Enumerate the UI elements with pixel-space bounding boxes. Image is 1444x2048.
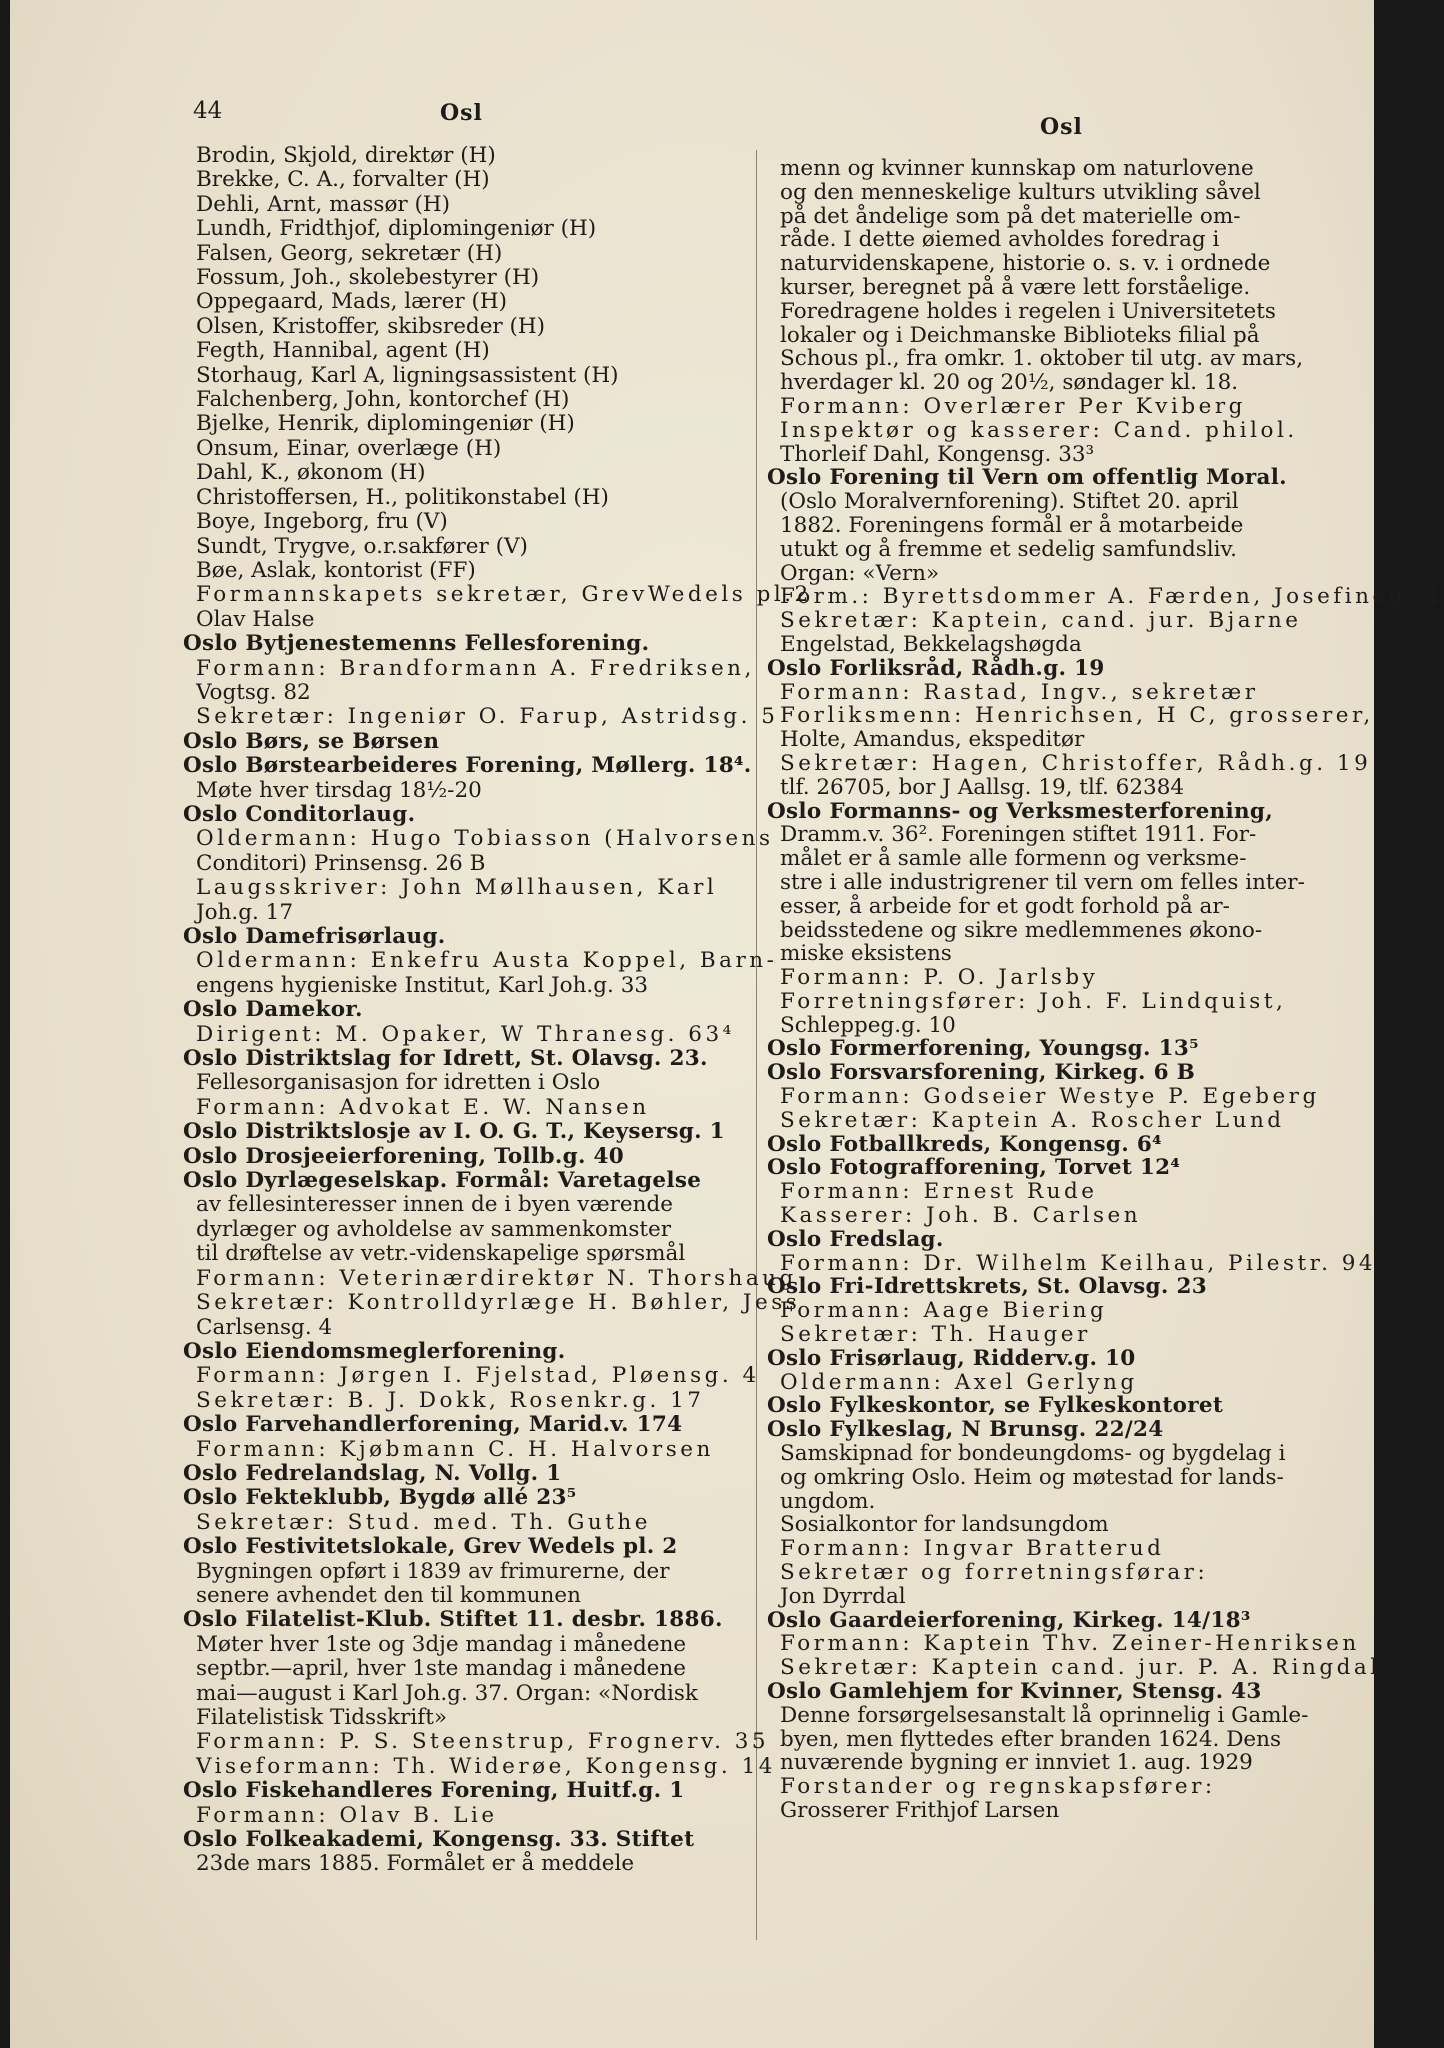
entry-line: Oldermann: Enkefru Austa Koppel, Barn-	[196, 948, 778, 974]
entry-line: byen, men flyttedes efter branden 1624. Dens	[780, 1726, 1282, 1752]
entry-line: Sekretær: Kaptein A. Roscher Lund	[780, 1107, 1285, 1133]
entry-heading: Oslo Fiskehandleres Forening, Huitf.g. 1	[183, 1778, 685, 1804]
entry-line: Formann: Dr. Wilhelm Keilhau, Pilestr. 94	[780, 1250, 1377, 1276]
entry-heading: Oslo Farvehandlerforening, Marid.v. 174	[183, 1412, 683, 1438]
entry-line: Falsen, Georg, sekretær (H)	[196, 240, 503, 266]
entry-line: Sekretær: Kaptein cand. jur. P. A. Ringdal	[780, 1655, 1381, 1681]
entry-line: Fossum, Joh., skolebestyrer (H)	[196, 265, 540, 291]
left-column	[170, 143, 812, 1877]
entry-line: Engelstad, Bekkelagshøgda	[780, 631, 1082, 657]
entry-heading: Oslo Formerforening, Youngsg. 13⁵	[767, 1036, 1199, 1062]
entry-line: Schous pl., fra omkr. 1. oktober til utg. av mars,	[780, 346, 1304, 372]
directory-page	[10, 0, 1444, 2048]
entry-line: stre i alle industrigrener til vern om felles inter-	[780, 869, 1305, 895]
entry-line: Filatelistisk Tidsskrift»	[196, 1705, 448, 1730]
entry-line: på det åndelige som på det materielle om-	[780, 203, 1241, 229]
entry-line: Thorleif Dahl, Kongensg. 33³	[780, 441, 1095, 467]
entry-line: Joh.g. 17	[196, 899, 294, 925]
entry-line: Formann: Aage Biering	[780, 1298, 1108, 1324]
entry-line: Carlsensg. 4	[196, 1314, 333, 1340]
entry-line: til drøftelse av vetr.-videnskapelige spørsmål	[196, 1241, 686, 1267]
entry-line: Boye, Ingeborg, fru (V)	[196, 509, 448, 535]
entry-line: hverdager kl. 20 og 20½, søndager kl. 18.	[780, 370, 1239, 396]
entry-line: Sekretær og forretningsførar:	[780, 1560, 1209, 1586]
entry-line: Formann: Advokat E. W. Nansen	[196, 1094, 650, 1120]
entry-line: Inspektør og kasserer: Cand. philol.	[780, 417, 1298, 443]
entry-line: målet er å samle alle formenn og verksme-	[780, 846, 1247, 872]
entry-line: Forretningsfører: Joh. F. Lindquist,	[780, 988, 1287, 1014]
entry-line: Formann: P. S. Steenstrup, Frognerv. 35	[196, 1729, 770, 1755]
entry-line: Viseformann: Th. Widerøe, Kongensg. 14	[196, 1753, 776, 1779]
entry-heading: Oslo Filatelist-Klub. Stiftet 11. desbr. 1886.	[183, 1607, 723, 1633]
entry-heading: Oslo Børstearbeideres Forening, Møllerg. 18⁴.	[183, 753, 752, 779]
entry-line: Oldermann: Axel Gerlyng	[780, 1369, 1138, 1395]
entry-line: Vogtsg. 82	[196, 679, 311, 705]
entry-line: Sekretær: Hagen, Christoffer, Rådh.g. 19	[780, 750, 1372, 776]
entry-line: Jon Dyrrdal	[780, 1583, 906, 1609]
entry-heading: Oslo Fredslag.	[767, 1226, 944, 1252]
entry-line: Sekretær: Ingeniør O. Farup, Astridsg. 5	[196, 704, 779, 730]
entry-line: Form.: Byrettsdommer A. Færden, Josefineg. 1	[780, 584, 1444, 610]
entry-heading: Oslo Fylkeslag, N Brunsg. 22/24	[767, 1417, 1164, 1443]
entry-line: utukt og å fremme et sedelig samfundsliv.	[780, 536, 1237, 562]
running-head-left: Osl	[440, 100, 483, 126]
entry-heading: Oslo Folkeakademi, Kongensg. 33. Stiftet	[183, 1827, 695, 1853]
entry-line: dyrlæger og avholdelse av sammenkomster	[196, 1216, 672, 1242]
entry-line: råde. I dette øiemed avholdes foredrag i	[780, 227, 1220, 253]
entry-line: Forliksmenn: Henrichsen, H C, grosserer,	[780, 703, 1374, 729]
entry-heading: Oslo Børs, se Børsen	[183, 728, 440, 754]
entry-line: Olav Halse	[196, 606, 315, 632]
entry-line: Formann: Rastad, Ingv., sekretær	[780, 679, 1259, 705]
entry-line: av fellesinteresser innen de i byen værende	[196, 1192, 673, 1218]
entry-line: Dahl, K., økonom (H)	[196, 460, 426, 486]
entry-heading: Oslo Bytjenestemenns Fellesforening.	[183, 631, 650, 657]
entry-line: esser, å arbeide for et godt forhold på ar-	[780, 893, 1230, 919]
entry-heading: Oslo Gaardeierforening, Kirkeg. 14/18³	[767, 1607, 1251, 1633]
page-number: 44	[193, 98, 223, 124]
entry-line: Storhaug, Karl A, ligningsassistent (H)	[196, 362, 619, 388]
entry-line: Formannskapets sekretær, GrevWedels pl.2	[196, 582, 812, 608]
entry-line: Sekretær: Kaptein, cand. jur. Bjarne	[780, 608, 1302, 634]
entry-heading: Oslo Dyrlægeselskap. Formål: Varetagelse	[183, 1168, 702, 1194]
entry-line: ungdom.	[780, 1488, 876, 1514]
entry-line: Brodin, Skjold, direktør (H)	[196, 143, 496, 168]
entry-heading: Oslo Conditorlaug.	[183, 801, 416, 827]
entry-heading: Oslo Fedrelandslag, N. Vollg. 1	[183, 1460, 562, 1486]
entry-line: Sundt, Trygve, o.r.sakfører (V)	[196, 533, 528, 559]
running-head-right: Osl	[1040, 114, 1083, 140]
entry-line: 1882. Foreningens formål er å motarbeide	[780, 512, 1244, 538]
entry-line: Formann: Kaptein Thv. Zeiner-Henriksen	[780, 1631, 1360, 1657]
entry-heading: Oslo Fekteklubb, Bygdø allé 23⁵	[183, 1485, 577, 1511]
entry-line: mai—august i Karl Joh.g. 37. Organ: «Nordisk	[196, 1680, 698, 1706]
entry-line: Brekke, C. A., forvalter (H)	[196, 167, 490, 193]
entry-line: Sekretær: B. J. Dokk, Rosenkr.g. 17	[196, 1387, 705, 1413]
entry-heading: Oslo Formanns- og Verksmesterforening,	[767, 798, 1274, 824]
entry-line: og omkring Oslo. Heim og møtestad for lands-	[780, 1464, 1284, 1490]
entry-line: og den menneskelige kulturs utvikling såvel	[780, 179, 1261, 205]
page-header	[10, 98, 1374, 138]
entry-line: septbr.—april, hver 1ste mandag i månedene	[196, 1656, 686, 1682]
entry-line: lokaler og i Deichmanske Biblioteks filial på	[780, 322, 1260, 348]
entry-heading: Oslo Damefrisørlaug.	[183, 924, 446, 949]
entry-line: Sekretær: Stud. med. Th. Guthe	[196, 1509, 651, 1535]
entry-line: Conditori) Prinsensg. 26 B	[196, 850, 486, 876]
entry-heading: Oslo Festivitetslokale, Grev Wedels pl. 2	[183, 1534, 678, 1560]
entry-line: Oldermann: Hugo Tobiasson (Halvorsens	[196, 826, 774, 852]
entry-line: engens hygieniske Institut, Karl Joh.g. 33	[196, 972, 649, 998]
entry-line: Møte hver tirsdag 18½-20	[196, 777, 482, 803]
entry-line: Organ: «Vern»	[780, 560, 940, 586]
entry-line: Kasserer: Joh. B. Carlsen	[780, 1203, 1142, 1229]
entry-line: menn og kvinner kunnskap om naturlovene	[780, 156, 1254, 181]
right-column	[754, 156, 1444, 1823]
entry-heading: Oslo Fotografforening, Torvet 12⁴	[767, 1155, 1181, 1181]
entry-line: Sekretær: Kontrolldyrlæge H. Bøhler, Jess	[196, 1290, 801, 1316]
entry-heading: Oslo Eiendomsmeglerforening.	[183, 1338, 566, 1364]
entry-line: Fegth, Hannibal, agent (H)	[196, 338, 490, 364]
entry-line: Onsum, Einar, overlæge (H)	[196, 435, 502, 461]
entry-line: nuværende bygning er innviet 1. aug. 1929	[780, 1750, 1253, 1776]
entry-heading: Oslo Distriktslosje av I. O. G. T., Keysersg. 1	[183, 1119, 725, 1145]
entry-line: Sosialkontor for landsungdom	[780, 1512, 1109, 1538]
entry-line: Christoffersen, H., politikonstabel (H)	[196, 484, 609, 510]
entry-line: beidsstedene og sikre medlemmenes økono-	[780, 917, 1263, 943]
entry-line: miske eksistens	[780, 941, 952, 967]
entry-line: Holte, Amandus, ekspeditør	[780, 727, 1085, 753]
entry-line: Lundh, Fridthjof, diplomingeniør (H)	[196, 216, 597, 242]
entry-line: Dirigent: M. Opaker, W Thranesg. 63⁴	[196, 1021, 735, 1047]
entry-line: Formann: Olav B. Lie	[196, 1802, 498, 1828]
entry-line: Samskipnad for bondeungdoms- og bygdelag i	[780, 1441, 1286, 1467]
entry-line: Fellesorganisasjon for idretten i Oslo	[196, 1070, 601, 1096]
entry-line: Dehli, Arnt, massør (H)	[196, 191, 451, 217]
entry-line: Foredragene holdes i regelen i Universitetets	[780, 298, 1276, 324]
entry-line: senere avhendet den til kommunen	[196, 1582, 581, 1608]
entry-line: Grosserer Frithjof Larsen	[780, 1797, 1060, 1823]
entry-line: 23de mars 1885. Formålet er å meddele	[196, 1851, 635, 1877]
entry-line: Formann: Godseier Westye P. Egeberg	[780, 1084, 1320, 1110]
entry-heading: Oslo Distriktslag for Idrett, St. Olavsg. 23.	[183, 1046, 708, 1072]
entry-heading: Oslo Forliksråd, Rådh.g. 19	[767, 655, 1105, 681]
entry-line: Møter hver 1ste og 3dje mandag i månedene	[196, 1631, 687, 1657]
entry-line: Formann: Overlærer Per Kviberg	[780, 393, 1246, 419]
entry-line: Bjelke, Henrik, diplomingeniør (H)	[196, 411, 575, 437]
entry-line: kurser, beregnet på å være lett forståelige.	[780, 274, 1251, 300]
entry-line: Olsen, Kristoffer, skibsreder (H)	[196, 313, 546, 339]
entry-heading: Oslo Fotballkreds, Kongensg. 6⁴	[767, 1131, 1162, 1157]
entry-line: Formann: Ernest Rude	[780, 1179, 1098, 1205]
entry-line: Formann: Ingvar Bratterud	[780, 1536, 1165, 1562]
entry-line: Bygningen opført i 1839 av frimurerne, der	[196, 1558, 670, 1584]
entry-heading: Oslo Fylkeskontor, se Fylkeskontoret	[767, 1393, 1224, 1419]
entry-line: Forstander og regnskapsfører:	[780, 1774, 1216, 1800]
entry-heading: Oslo Gamlehjem for Kvinner, Stensg. 43	[767, 1679, 1262, 1704]
entry-line: Schleppeg.g. 10	[780, 1012, 956, 1038]
entry-line: Formann: Kjøbmann C. H. Halvorsen	[196, 1436, 714, 1462]
entry-heading: Oslo Forsvarsforening, Kirkeg. 6 B	[767, 1060, 1196, 1086]
entry-line: Oppegaard, Mads, lærer (H)	[196, 289, 508, 315]
entry-line: Denne forsørgelsesanstalt lå oprinnelig i Gamle-	[780, 1702, 1309, 1728]
entry-line: Formann: Brandformann A. Fredriksen,	[196, 655, 755, 681]
entry-heading: Oslo Frisørlaug, Ridderv.g. 10	[767, 1345, 1136, 1371]
entry-heading: Oslo Damekor.	[183, 997, 363, 1023]
entry-line: (Oslo Moralvernforening). Stiftet 20. april	[780, 489, 1239, 515]
entry-line: Dramm.v. 36². Foreningen stiftet 1911. For-	[780, 822, 1257, 848]
entry-heading: Oslo Drosjeeierforening, Tollb.g. 40	[183, 1143, 625, 1169]
entry-line: Falchenberg, John, kontorchef (H)	[196, 387, 570, 413]
entry-line: tlf. 26705, bor J Aallsg. 19, tlf. 62384	[780, 774, 1185, 800]
entry-line: Bøe, Aslak, kontorist (FF)	[196, 557, 476, 583]
entry-line: Laugsskriver: John Møllhausen, Karl	[196, 875, 718, 901]
entry-line: Sekretær: Th. Hauger	[780, 1322, 1091, 1348]
entry-line: Formann: Jørgen I. Fjelstad, Pløensg. 4	[196, 1363, 760, 1389]
entry-heading: Oslo Fri-Idrettskrets, St. Olavsg. 23	[767, 1274, 1207, 1300]
entry-heading: Oslo Forening til Vern om offentlig Moral.	[767, 465, 1287, 491]
entry-line: naturvidenskapene, historie o. s. v. i ordnede	[780, 251, 1271, 277]
entry-line: Formann: Veterinærdirektør N. Thorshaug	[196, 1265, 797, 1291]
entry-line: Formann: P. O. Jarlsby	[780, 965, 1099, 991]
